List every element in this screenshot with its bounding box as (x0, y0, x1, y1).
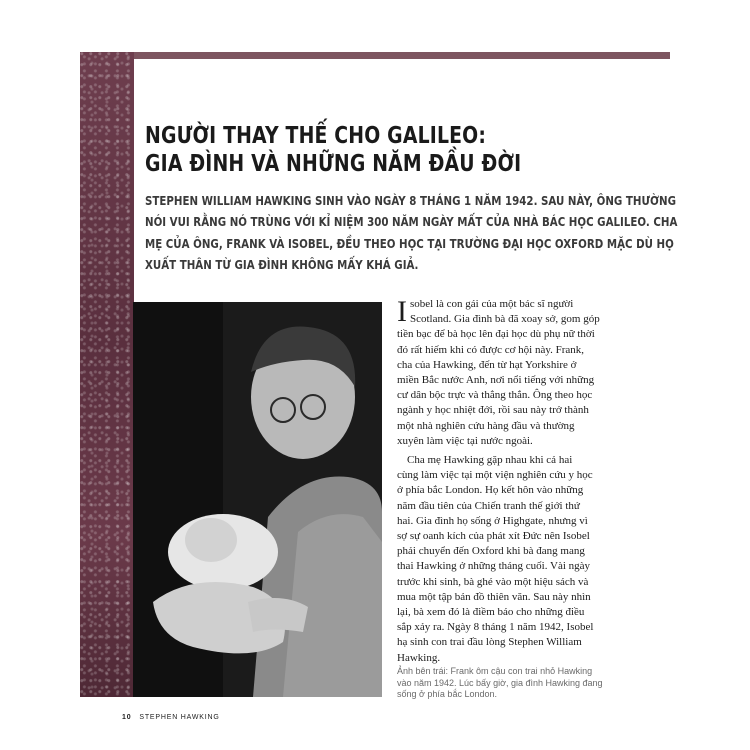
intro-line: STEPHEN WILLIAM HAWKING SINH VÀO NGÀY 8 THÁNG 1 NĂM 1942. SAU NÀY, ÔNG THƯỜNG (145, 193, 676, 208)
baby-head (185, 518, 237, 562)
body-line: Hawking. (397, 651, 441, 664)
body-line: trước khi sinh, bà ghé vào một hiệu sách và (397, 575, 589, 588)
body-line: thai Hawking ở những tháng cuối. Vài ngày (397, 560, 591, 573)
body-line: sobel là con gái của một bác sĩ người (410, 298, 574, 310)
caption-line: Ảnh bên trái: Frank ôm cậu con trai nhỏ Hawking (397, 666, 593, 676)
body-line: đó rất hiếm khi có được cơ hội này. Frank, (397, 343, 585, 356)
body-line: Scotland. Gia đình bà đã xoay sở, gom góp (410, 313, 600, 326)
intro-paragraph (145, 190, 678, 275)
page-title (145, 122, 571, 178)
body-line: mua một tập bản đồ thiên văn. Sau này nhìn (397, 590, 591, 603)
body-line: hai. Gia đình họ sống ở Highgate, nhưng vì (397, 514, 588, 527)
body-line: cha của Hawking, đến từ hạt Yorkshire ở (397, 358, 577, 371)
side-decorative-band (80, 52, 134, 697)
body-line: sắp xảy ra. Ngày 8 tháng 1 năm 1942, Isobel (397, 621, 594, 634)
intro-line: MẸ CỦA ÔNG, FRANK VÀ ISOBEL, ĐỀU THEO HỌC TẠI TRƯỜNG ĐẠI HỌC OXFORD MẶC DÙ HỌ (145, 235, 674, 251)
article-body (397, 297, 670, 666)
body-line: cư dân bộc trực và thẳng thắn. Ông theo học (397, 389, 593, 402)
body-line: ở phía bắc London. Họ kết hôn vào những (397, 484, 584, 497)
body-line: Cha mẹ Hawking gặp nhau khi cả hai (407, 454, 573, 467)
body-line: miền Bắc nước Anh, nơi nổi tiếng với những (397, 374, 595, 387)
family-photo (133, 302, 382, 697)
body-line: tiền bạc để bà học lên đại học dù phụ nữ thời (397, 328, 595, 341)
paragraph-2 (397, 453, 670, 666)
page-footer (122, 714, 220, 721)
drop-cap: I (397, 295, 407, 328)
page-title-line-1: NGƯỜI THAY THẾ CHO GALILEO: (145, 123, 487, 149)
paragraph-1 (397, 297, 670, 449)
intro-line: XUẤT THÂN TỪ GIA ĐÌNH KHÔNG MẤY KHÁ GIẢ. (145, 256, 419, 272)
body-line: năm đầu tiên của Chiến tranh thế giới thứ (397, 499, 580, 512)
body-line: phải chuyển đến Oxford khi bà đang mang (397, 545, 585, 558)
body-line: hạ sinh con trai đầu lòng Stephen William (397, 636, 582, 649)
page-title-line-2: GIA ĐÌNH VÀ NHỮNG NĂM ĐẦU ĐỜI (145, 151, 522, 177)
body-line: sợ sự oanh kích của phát xít Đức nên Isobel (397, 530, 590, 543)
body-line: lại, bà xem đó là điềm báo cho những điều (397, 606, 585, 619)
top-accent-rule (133, 52, 670, 59)
body-line: một nhà nghiên cứu hàng đầu và thường (397, 419, 575, 432)
body-line: ngành y học nhiệt đới, rồi sau này trở thành (397, 404, 589, 417)
page-number: 10 (122, 714, 132, 721)
intro-line: NÓI VUI RẰNG NÓ TRÙNG VỚI KỈ NIỆM 300 NĂM NGÀY MẤT CỦA NHÀ BÁC HỌC GALILEO. CHA (145, 214, 678, 230)
body-line: xuyên làm việc tại nước ngoài. (397, 434, 533, 447)
photo-illustration (133, 302, 382, 697)
caption-line: vào năm 1942. Lúc bấy giờ, gia đình Hawking đang (397, 677, 603, 688)
body-line: cùng làm việc tại một viện nghiên cứu y học (397, 469, 593, 482)
running-title: STEPHEN HAWKING (139, 714, 220, 721)
man-hand (248, 598, 308, 632)
caption-line: sống ở phía bắc London. (397, 689, 497, 699)
photo-caption (397, 666, 677, 701)
